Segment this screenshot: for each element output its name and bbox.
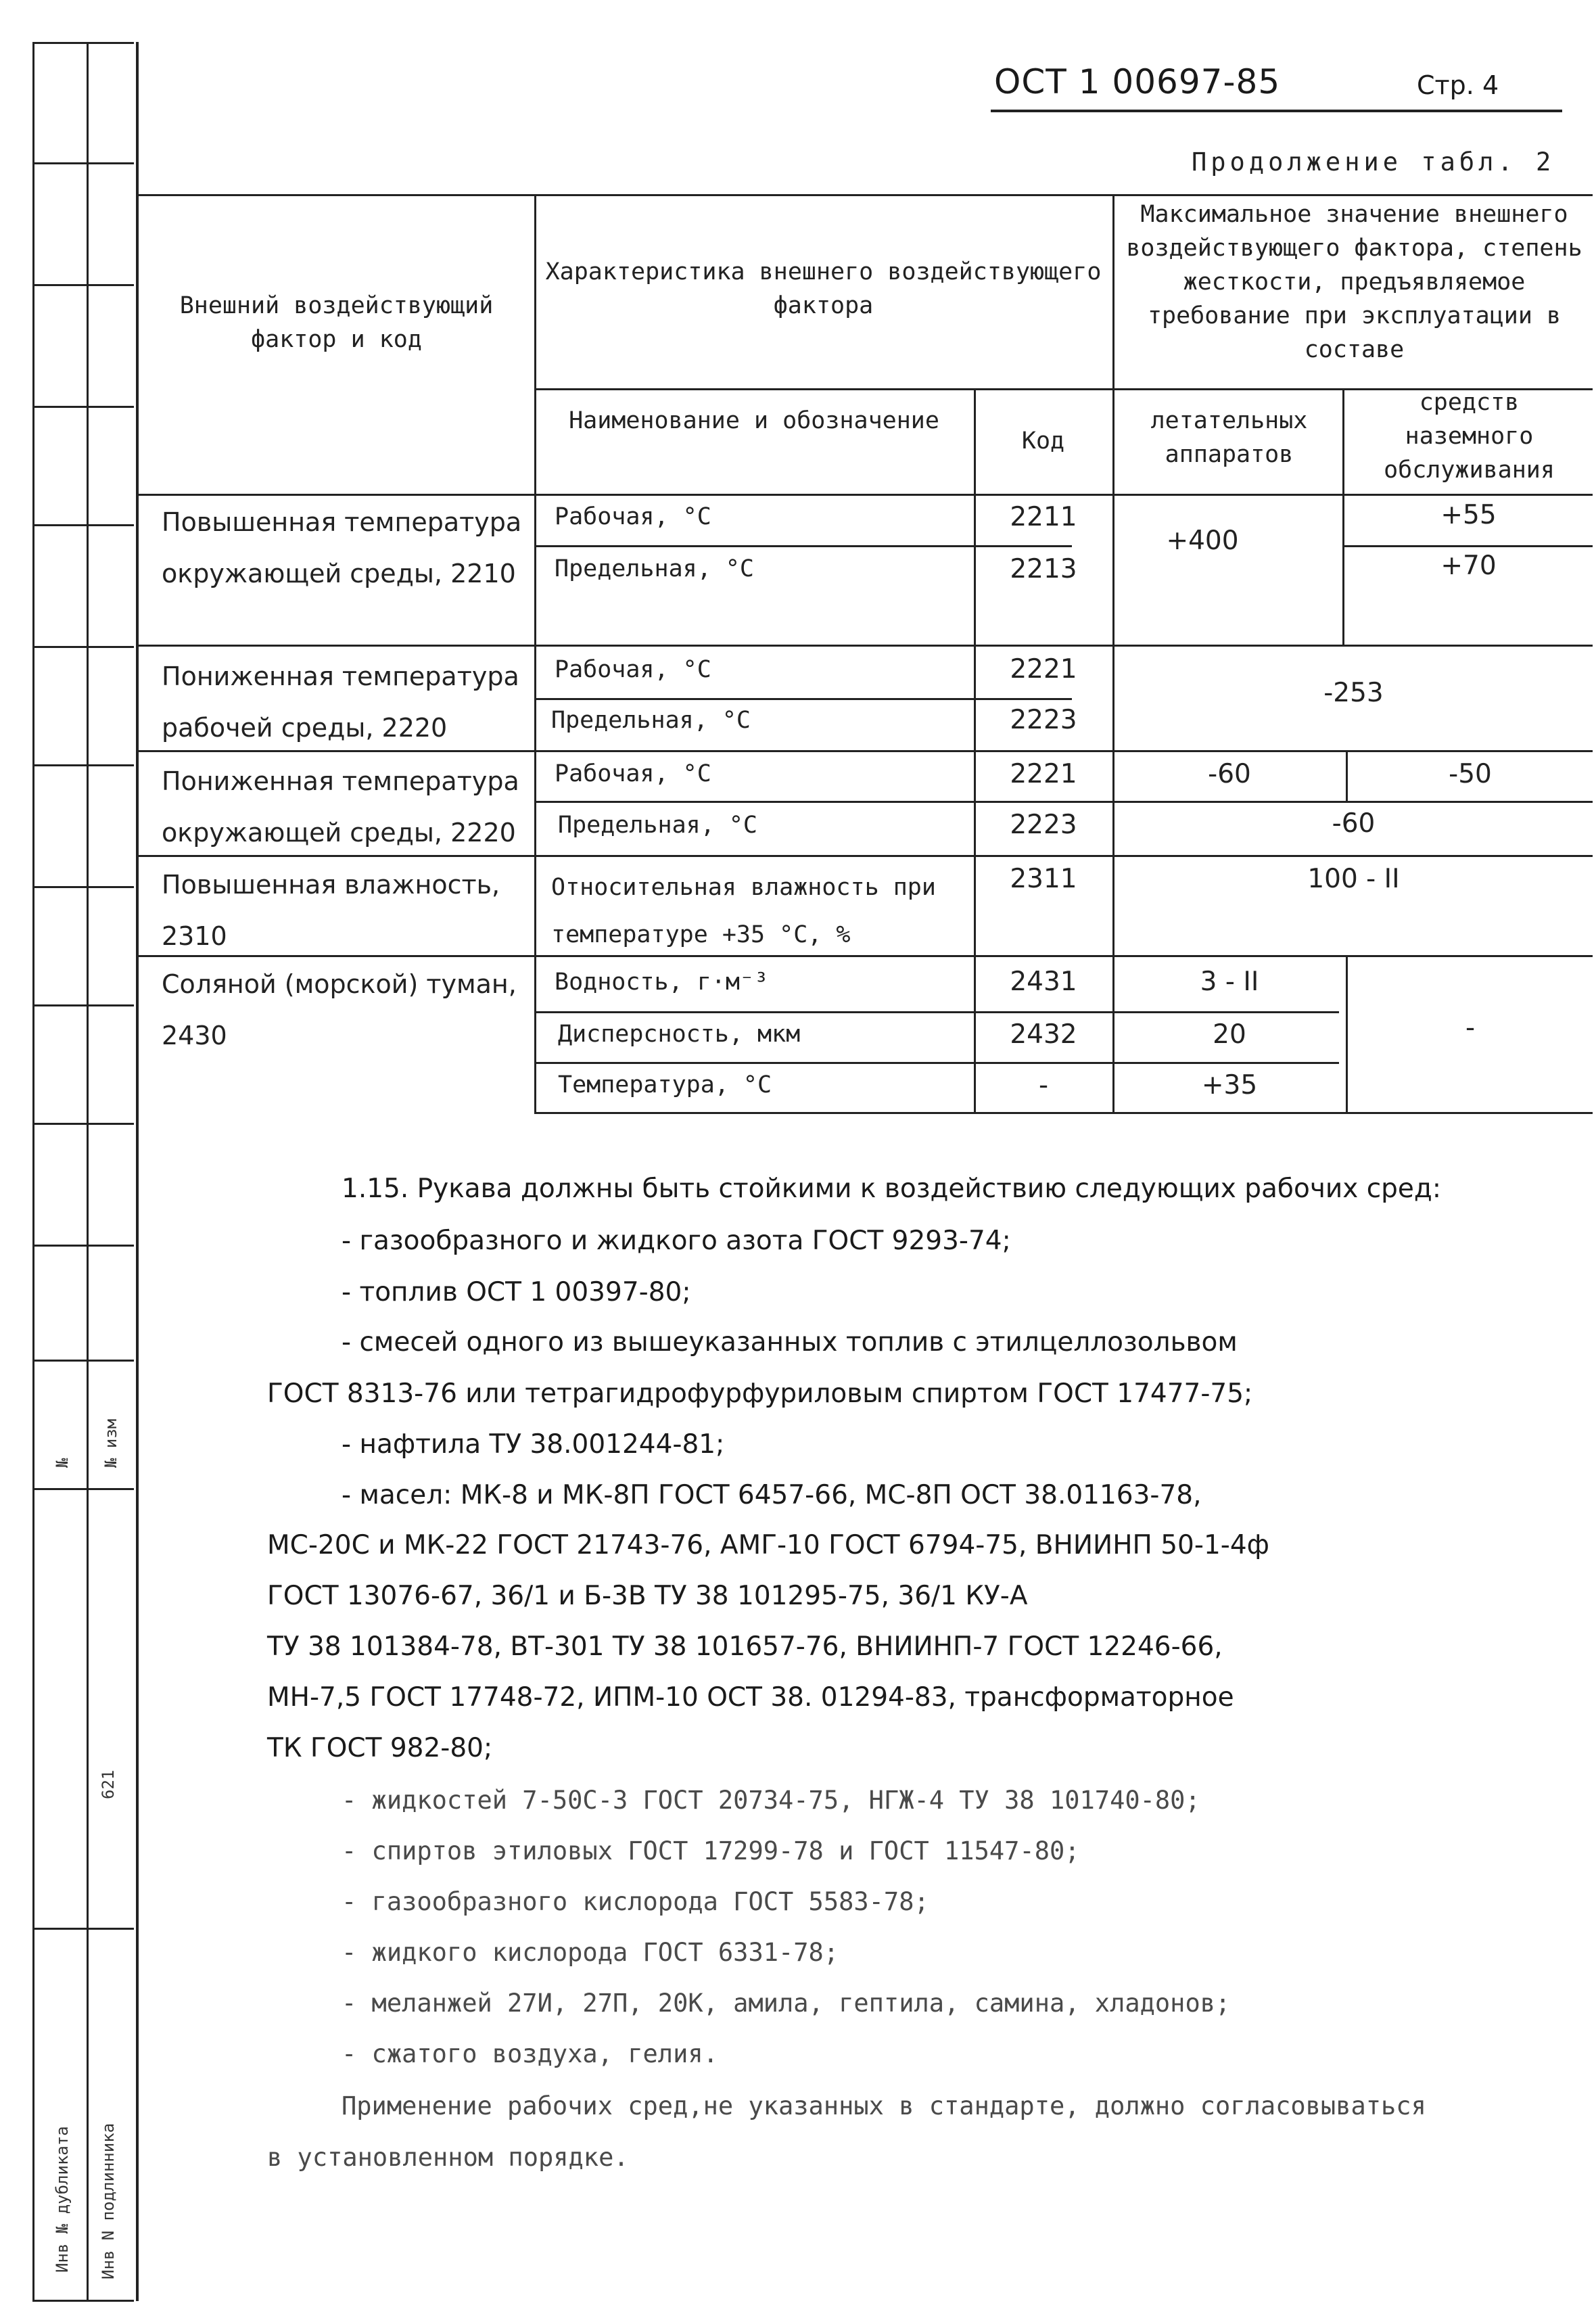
table-rule [139,194,1593,196]
sub-code: 2213 [1010,554,1077,584]
closing-paragraph: Применение рабочих сред,не указанных в стандарте, должно согласовываться [342,2091,1426,2120]
sub-name: Водность, г·м⁻³ [555,969,769,996]
value-ground: +55 [1440,500,1497,530]
value-merged: -253 [1323,678,1384,708]
sub-code: 2223 [1010,810,1077,840]
medium-item-cont: МН-7,5 ГОСТ 17748-72, ИПМ-10 ОСТ 38. 01294-83, трансформаторное [267,1682,1234,1713]
table-rule [1342,545,1593,547]
value-merged: 100 - II [1307,864,1400,894]
value-aircraft: +35 [1201,1070,1258,1100]
margin-line [32,1360,134,1362]
header-max-value: Максимальное значение внешнего воздействующего фактора, степень жесткости, предъявляемое требование при эксплуатации в составе [1126,201,1582,363]
medium-item: - масел: МК-8 и МК-8П ГОСТ 6457-66, МС-8П ОСТ 38.01163-78, [342,1480,1202,1510]
value-aircraft: -60 [1208,759,1251,789]
sub-name: Рабочая, °С [555,503,711,530]
sub-name: Рабочая, °С [555,760,711,787]
document-code: ОСТ 1 00697-85 [994,62,1281,101]
sub-code: 2431 [1010,967,1077,997]
margin-line [32,1928,134,1930]
margin-stamp-divider [87,42,89,2301]
table-rule [534,194,536,1114]
value-merged: -60 [1332,808,1376,839]
sub-name: Дисперсность, мкм [558,1021,801,1048]
factor-high-ambient-temp: Повышенная температура окружающей среды, 2210 [162,507,522,588]
margin-line [32,2300,134,2302]
factor-high-humidity: Повышенная влажность, 2310 [162,870,500,951]
margin-line [32,1488,134,1490]
sub-code: 2223 [1010,705,1077,735]
value-aircraft: 20 [1213,1019,1246,1050]
sub-code: 2432 [1010,1019,1077,1050]
header-code: Код [1021,427,1065,455]
clause-1-15: 1.15. Рукава должны быть стойкими к воздействию следующих рабочих сред: [342,1174,1442,1204]
value-ground: -50 [1449,759,1492,789]
medium-item-cont: ГОСТ 8313-76 или тетрагидрофурфуриловым спиртом ГОСТ 17477-75; [267,1378,1253,1409]
table-rule [534,1011,1339,1013]
medium-item: - спиртов этиловых ГОСТ 17299-78 и ГОСТ 11547-80; [342,1836,1080,1865]
value-ground: +70 [1440,551,1497,581]
table-rule [534,801,1593,803]
margin-line [32,42,134,44]
medium-item: - газообразного и жидкого азота ГОСТ 9293-74; [342,1226,1011,1256]
table-rule [534,1062,1339,1064]
medium-item: - газообразного кислорода ГОСТ 5583-78; [342,1887,929,1916]
table-rule [534,698,1072,700]
header-characteristic: Характеристика внешнего воздействующего фактора [545,258,1102,319]
value-aircraft: 3 - II [1200,967,1259,997]
margin-line [32,284,134,286]
factor-salt-fog: Соляной (морской) туман, 2430 [162,969,517,1050]
medium-item: - жидкостей 7-50С-3 ГОСТ 20734-75, НГЖ-4 ТУ 38 101740-80; [342,1786,1200,1815]
medium-item-cont: ТУ 38 101384-78, ВТ-301 ТУ 38 101657-76, ВНИИНП-7 ГОСТ 12246-66, [267,1631,1223,1662]
margin-line [32,524,134,526]
header-rule [991,110,1562,112]
table-rule [534,1112,1593,1114]
medium-item: - меланжей 27И, 27П, 20К, амила, гептила, самина, хладонов; [342,1989,1231,2018]
margin-stamp-frame [32,42,139,2301]
margin-line [32,886,134,888]
margin-line [32,1123,134,1125]
value-aircraft: +400 [1166,526,1239,556]
sub-name: Рабочая, °С [555,656,711,683]
value-ground: - [1465,1013,1476,1043]
sub-name: Предельная, °С [558,812,758,839]
factor-low-ambient-temp: Пониженная температура окружающей среды, 2220 [162,766,519,848]
medium-item-cont: ТК ГОСТ 982-80; [267,1733,493,1763]
margin-line [32,764,134,766]
medium-item: - сжатого воздуха, гелия. [342,2039,718,2068]
page-number: Стр. 4 [1417,70,1499,100]
sub-name: Предельная, °С [555,555,755,582]
header-ground: средств наземного обслуживания [1384,389,1555,484]
closing-paragraph-cont: в установленном порядке. [267,2143,629,2172]
sub-code: 2211 [1010,502,1077,532]
sub-code: 2221 [1010,654,1077,685]
sub-name: Температура, °С [558,1071,772,1098]
margin-number-label: № [53,1458,72,1468]
sub-code: - [1038,1070,1049,1100]
medium-item: - топлив ОСТ 1 00397-80; [342,1277,691,1307]
margin-line [32,406,134,408]
requirements-table [139,194,1593,1114]
margin-original-label: Инв N подлинника [99,2123,118,2279]
margin-line [32,162,134,164]
sub-code: 2221 [1010,759,1077,789]
sub-name: Относительная влажность при температуре +35 °С, % [551,874,936,948]
table-rule [974,388,976,1114]
header-factor: Внешний воздействующий фактор и код [179,292,494,353]
medium-item: - смесей одного из вышеуказанных топлив с этилцеллозольвом [342,1327,1238,1358]
table-rule [534,545,1072,547]
medium-item-cont: ГОСТ 13076-67, 36/1 и Б-3В ТУ 38 101295-75, 36/1 КУ-А [267,1581,1028,1611]
margin-line [32,1245,134,1247]
margin-sheet-number: 621 [99,1769,118,1799]
header-name: Наименование и обозначение [569,407,939,434]
factor-low-working-medium-temp: Пониженная температура рабочей среды, 2220 [162,662,519,743]
margin-izm-label: № изм [101,1418,120,1468]
table-rule [139,645,1593,647]
margin-duplicate-label: Инв № дубликата [53,2126,72,2273]
medium-item: - нафтила ТУ 38.001244-81; [342,1429,725,1460]
medium-item: - жидкого кислорода ГОСТ 6331-78; [342,1938,839,1967]
table-rule [139,494,1593,496]
table-continuation-label: Продолжение табл. 2 [1192,147,1555,177]
header-aircraft: летательных аппаратов [1150,407,1308,468]
margin-line [32,1004,134,1006]
sub-name: Предельная, °С [551,707,751,734]
sub-code: 2311 [1010,864,1077,894]
medium-item-cont: МС-20С и МК-22 ГОСТ 21743-76, АМГ-10 ГОСТ 6794-75, ВНИИНП 50-1-4ф [267,1530,1269,1560]
margin-line [32,646,134,648]
